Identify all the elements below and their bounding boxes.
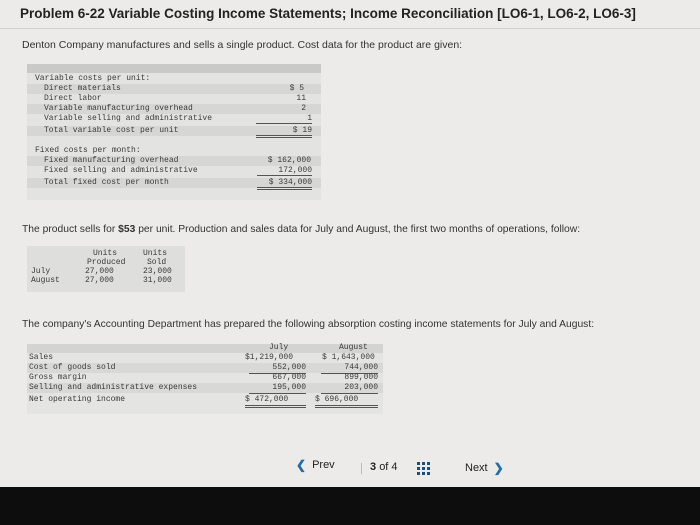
cost-data-table (27, 64, 321, 200)
cost-label: Fixed manufacturing overhead (44, 156, 179, 165)
bottom-bar (0, 487, 700, 525)
intro-text: Denton Company manufactures and sells a single product. Cost data for the product are given: (22, 39, 463, 51)
table-row (27, 395, 383, 405)
col-header-july: July (269, 343, 289, 352)
income-statement-table (27, 344, 383, 414)
problem-title: Problem 6-22 Variable Costing Income Statements; Income Reconciliation [LO6-1, LO6-2, LO6-3] (20, 6, 636, 21)
prev-button[interactable] (296, 458, 335, 472)
table-row (27, 94, 321, 104)
table-row (27, 74, 321, 84)
sells-text-before: The product sells for (22, 224, 119, 235)
table-row (27, 383, 383, 393)
accounting-text: The company's Accounting Department has prepared the following absorption costing income statements for July and August: (22, 319, 595, 330)
table-header-bar (27, 64, 321, 73)
table-row (27, 104, 321, 114)
cost-label: Variable manufacturing overhead (44, 104, 193, 113)
col-header: Sold (147, 258, 167, 267)
page-indicator (370, 461, 398, 473)
page-current: 3 (370, 461, 377, 473)
table-row (27, 146, 321, 156)
cost-amount: 11 (296, 94, 306, 103)
units-sold: 31,000 (143, 276, 172, 285)
total-variable-amount: $ 19 (256, 126, 312, 138)
cost-label: Fixed selling and administrative (44, 166, 198, 175)
total-variable-label: Total variable cost per unit (44, 126, 179, 135)
table-row (27, 166, 321, 176)
col-header: Units (143, 249, 168, 258)
divider (0, 28, 700, 29)
table-row (27, 126, 321, 136)
row-label: Gross margin (29, 373, 87, 382)
chevron-right-icon: ❯ (493, 461, 504, 475)
table-row (27, 178, 321, 188)
sells-price: $53 (118, 224, 136, 235)
august-value: 203,000 (321, 383, 378, 394)
table-row (27, 84, 321, 94)
cost-amount: $ 5 (289, 84, 304, 93)
cost-label: Variable selling and administrative (44, 114, 213, 123)
sells-text-after: per unit. Production and sales data for July and August, the first two months of operations, follow: (135, 224, 581, 235)
page-of: of 4 (379, 461, 398, 473)
units-produced: 27,000 (85, 267, 114, 276)
month-label: July (31, 267, 51, 276)
july-value: 195,000 (249, 383, 306, 394)
next-label: Next (465, 462, 488, 474)
fixed-costs-header: Fixed costs per month: (35, 146, 141, 155)
col-header: Units (93, 249, 118, 258)
august-value: $ 1,643,000 (322, 353, 375, 362)
august-value: 899,000 (344, 373, 378, 382)
units-sold: 23,000 (143, 267, 172, 276)
units-produced: 27,000 (85, 276, 114, 285)
july-value: 552,000 (249, 363, 306, 374)
cost-label: Direct labor (44, 94, 102, 103)
product-price-text (22, 224, 580, 235)
variable-costs-header: Variable costs per unit: (35, 74, 151, 83)
table-header-bar (27, 344, 383, 353)
august-value: 744,000 (321, 363, 378, 374)
prev-label: Prev (312, 459, 335, 471)
grid-icon[interactable] (417, 462, 430, 475)
august-value: $ 696,000 (315, 395, 378, 408)
month-label: August (31, 276, 60, 285)
table-row (27, 156, 321, 166)
cost-amount: 172,000 (257, 166, 312, 176)
table-row (27, 373, 383, 383)
cost-amount: 1 (256, 114, 312, 124)
row-label: Sales (29, 353, 54, 362)
row-label: Cost of goods sold (29, 363, 116, 372)
next-button[interactable] (465, 461, 504, 475)
col-header-august: August (339, 343, 368, 352)
chevron-left-icon: ❮ (296, 458, 307, 472)
table-row (27, 363, 383, 373)
col-header: Produced (87, 258, 126, 267)
july-value: $ 472,000 (245, 395, 306, 408)
cost-amount: 2 (301, 104, 306, 113)
cost-amount: $ 162,000 (267, 156, 311, 165)
row-label: Net operating income (29, 395, 126, 404)
july-value: $1,219,000 (245, 353, 294, 362)
total-fixed-label: Total fixed cost per month (44, 178, 169, 187)
cost-label: Direct materials (44, 84, 121, 93)
table-row (27, 114, 321, 124)
production-table (27, 246, 185, 292)
pager-separator (361, 463, 362, 474)
row-label: Selling and administrative expenses (29, 383, 198, 392)
total-fixed-amount: $ 334,000 (257, 178, 312, 190)
table-row (27, 353, 383, 363)
july-value: 667,000 (272, 373, 306, 382)
